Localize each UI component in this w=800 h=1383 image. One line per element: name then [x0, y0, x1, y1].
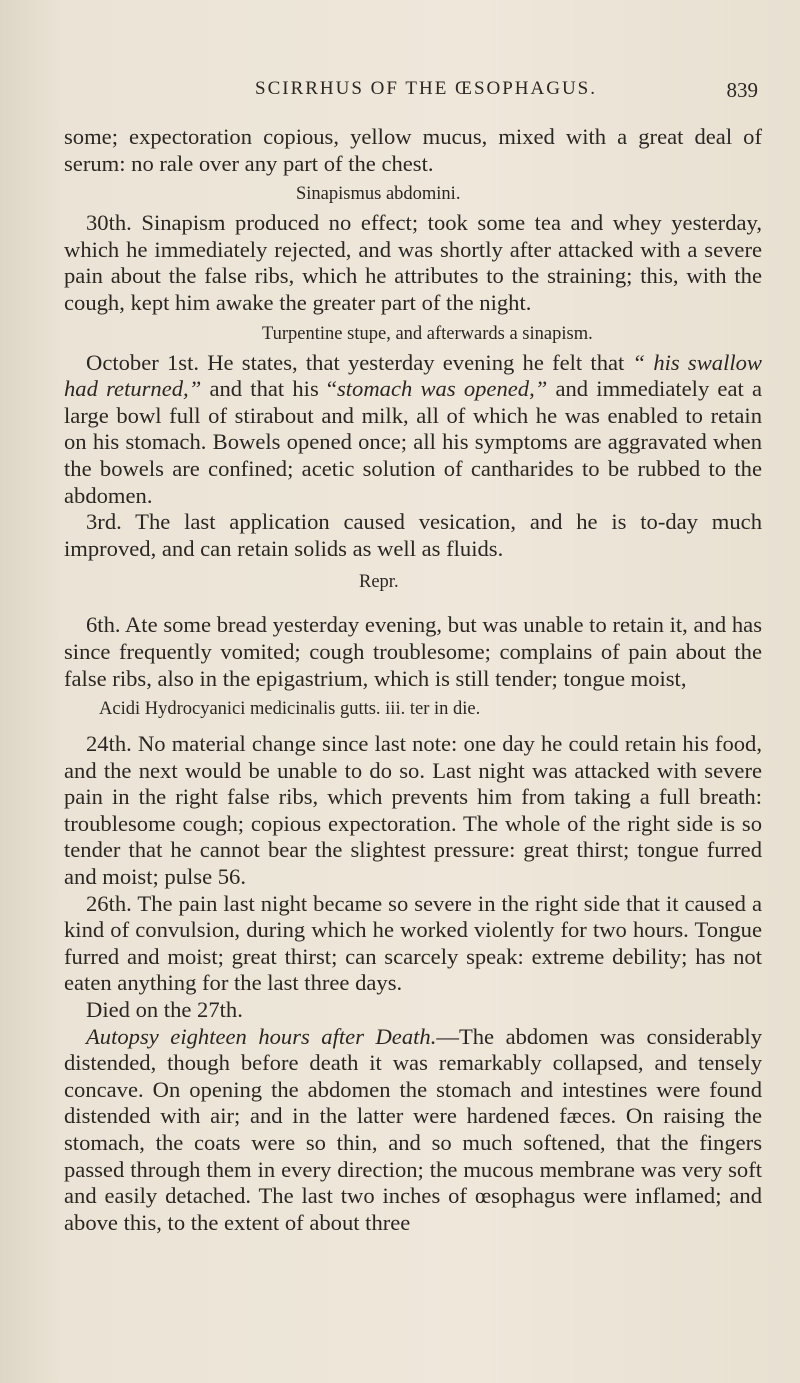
- paragraph-continuation: some; expectoration copious, yellow mucus, mixed with a great deal of serum: no rale over any part of the chest.: [64, 124, 762, 176]
- quote-stomach: stomach was opened,”: [336, 376, 548, 402]
- paragraph-autopsy: [64, 1024, 762, 1237]
- prescription-sinapismus: Sinapismus abdomini.: [296, 184, 461, 205]
- paragraph-30th: 30th. Sinapism produced no effect; took some tea and whey yesterday, which he immediately rejected, and was shortly after attacked with a severe pain about the false ribs, which he attributes to the straining; this, with the cough, kept him awake the greater part of the night.: [64, 210, 762, 315]
- autopsy-heading: Autopsy eighteen hours after Death.: [86, 1023, 437, 1049]
- paragraph-26th: 26th. The pain last night became so severe in the right side that it caused a kind of convulsion, during which he worked violently for two hours. Tongue furred and moist; great thirst; can scarcely speak: extreme debility; has not eaten anything for the last three days.: [64, 890, 762, 996]
- prescription-repr: Repr.: [359, 572, 399, 593]
- page-number: 839: [726, 78, 758, 102]
- october-1st-mid: and that his “: [209, 376, 337, 402]
- quote-swallow: “ his swallow had returned,”: [64, 349, 762, 402]
- paragraph-3rd: 3rd. The last application caused vesication, and he is to-day much improved, and can retain solids as well as fluids.: [64, 509, 762, 561]
- paragraph-6th: 6th. Ate some bread yesterday evening, but was unable to retain it, and has since frequently vomited; cough troublesome; complains of pain about the false ribs, also in the epigastrium, which is still tender; tongue moist,: [64, 612, 762, 691]
- autopsy-text: —The abdomen was considerably distended, though before death it was remarkably collapsed, and tensely concave. On opening the abdomen the stomach and intestines were found distended with air; and in the latter were hardened fæces. On raising the stomach, the coats were so thin, and so much softened, that the fingers passed through them in every direction; the mucous membrane was very soft and easily detached. The last two inches of œsophagus were inflamed; and above this, to the extent of about three: [64, 1023, 762, 1235]
- running-head: [0, 78, 800, 106]
- paragraph-24th: 24th. No material change since last note: one day he could retain his food, and the next would be unable to do so. Last night was attacked with severe pain in the right false ribs, which prevents him from taking a full breath: troublesome cough; copious expectoration. The whole of the right side is so tender that he cannot bear the slightest pressure: great thirst; tongue furred and moist; pulse 56.: [64, 731, 762, 890]
- october-1st-rest: and immediately eat a large bowl full of stirabout and milk, all of which he was enabled to retain on his stomach. Bowels opened once; all his symptoms are aggravated when the bowels are confined; acetic solution of cantharides to be rubbed to the abdomen.: [64, 376, 762, 508]
- prescription-hydrocyanic: Acidi Hydrocyanici medicinalis gutts. iii. ter in die.: [99, 699, 481, 720]
- paragraph-october-1st: [64, 350, 762, 510]
- paragraph-died: Died on the 27th.: [86, 997, 243, 1023]
- body-text: [64, 124, 762, 1236]
- prescription-turpentine: Turpentine stupe, and afterwards a sinapism.: [262, 323, 593, 344]
- running-title: SCIRRHUS OF THE ŒSOPHAGUS.: [255, 78, 598, 99]
- october-1st-lead: October 1st. He states, that yesterday evening he felt that: [86, 349, 625, 375]
